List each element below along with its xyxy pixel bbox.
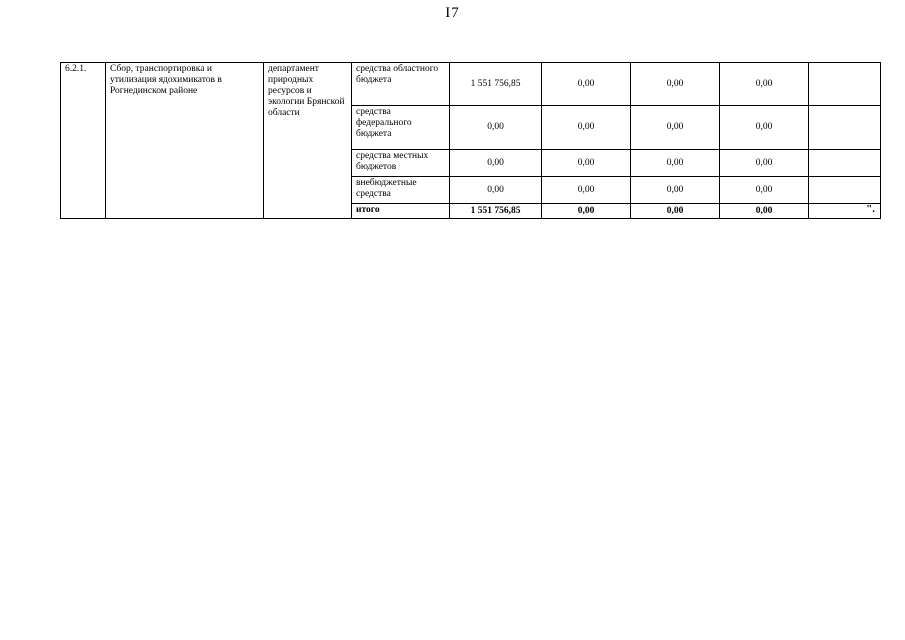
amount-cell: 1 551 756,85 <box>450 63 542 106</box>
amount-cell: 0,00 <box>720 106 809 150</box>
amount-cell: 0,00 <box>631 177 720 204</box>
amount-cell: 0,00 <box>542 177 631 204</box>
amount-cell: 0,00 <box>720 150 809 177</box>
total-amount-cell: 0,00 <box>720 204 809 219</box>
amount-cell: 0,00 <box>450 106 542 150</box>
amount-cell: 0,00 <box>720 177 809 204</box>
amount-cell: 0,00 <box>631 106 720 150</box>
funding-source: средства местных бюджетов <box>352 150 450 177</box>
funding-source: внебюджетные средства <box>352 177 450 204</box>
funding-source: средства федерального бюджета <box>352 106 450 150</box>
total-amount-cell: 1 551 756,85 <box>450 204 542 219</box>
total-amount-cell: 0,00 <box>542 204 631 219</box>
total-label: итого <box>352 204 450 219</box>
item-executor: департамент природных ресурсов и экологии Брянской области <box>264 63 352 219</box>
amount-cell <box>809 106 881 150</box>
amount-cell: 0,00 <box>450 177 542 204</box>
total-amount-cell: 0,00 <box>631 204 720 219</box>
closing-quote-mark <box>809 204 881 219</box>
amount-cell: 0,00 <box>631 150 720 177</box>
item-code: 6.2.1. <box>61 63 106 219</box>
closing-quote-text: ". <box>866 203 875 215</box>
amount-cell: 0,00 <box>631 63 720 106</box>
table-row <box>61 63 881 106</box>
budget-table <box>60 62 881 219</box>
funding-source: средства областного бюджета <box>352 63 450 106</box>
amount-cell: 0,00 <box>542 106 631 150</box>
amount-cell <box>809 177 881 204</box>
amount-cell: 0,00 <box>542 63 631 106</box>
amount-cell: 0,00 <box>450 150 542 177</box>
amount-cell: 0,00 <box>542 150 631 177</box>
page-number: I7 <box>445 5 460 21</box>
amount-cell <box>809 150 881 177</box>
amount-cell: 0,00 <box>720 63 809 106</box>
item-title: Сбор, транспортировка и утилизация ядохимикатов в Рогнединском районе <box>106 63 264 219</box>
amount-cell <box>809 63 881 106</box>
